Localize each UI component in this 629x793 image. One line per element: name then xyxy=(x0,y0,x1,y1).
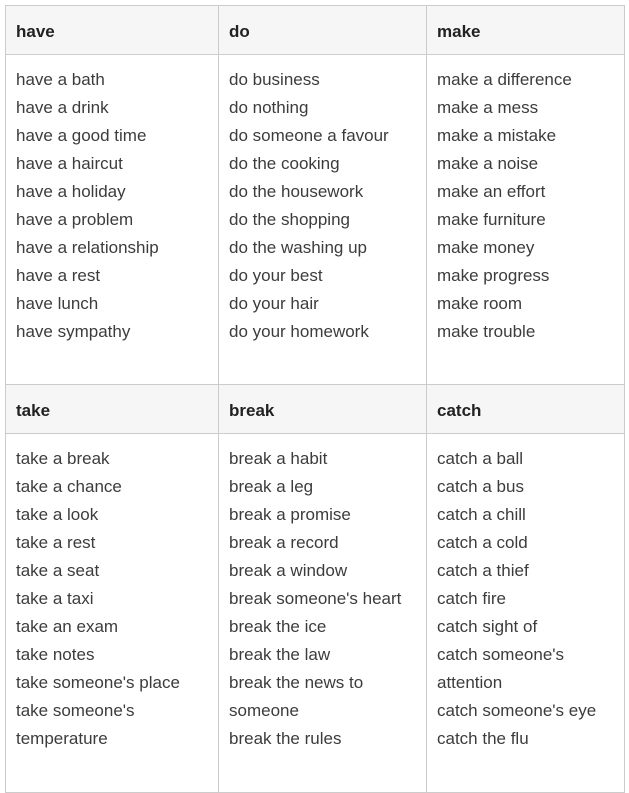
phrase-item: break a promise xyxy=(229,505,351,524)
phrase-item: make an effort xyxy=(437,182,546,201)
phrase-item: have a relationship xyxy=(16,238,159,257)
phrase-item: catch fire xyxy=(437,589,506,608)
phrase-item: break someone's heart xyxy=(229,589,402,608)
phrase-item: break a habit xyxy=(229,449,328,468)
phrase-item: take notes xyxy=(16,645,95,664)
phrase-item: do nothing xyxy=(229,98,309,117)
phrase-item: have a problem xyxy=(16,210,134,229)
column-header: do xyxy=(219,6,427,55)
phrase-item: temperature xyxy=(16,729,108,748)
column-header: make xyxy=(427,6,625,55)
phrase-item: break the rules xyxy=(229,729,342,748)
collocations-table xyxy=(5,5,625,793)
phrase-item: have a bath xyxy=(16,70,105,89)
phrase-item: have sympathy xyxy=(16,322,131,341)
phrase-item: attention xyxy=(437,673,503,692)
phrase-item: have a drink xyxy=(16,98,109,117)
phrase-list xyxy=(229,66,426,346)
phrase-item: catch a cold xyxy=(437,533,528,552)
phrase-list xyxy=(437,66,624,346)
phrase-item: break a window xyxy=(229,561,348,580)
phrase-item: do someone a favour xyxy=(229,126,389,145)
phrase-item: do business xyxy=(229,70,320,89)
phrase-item: make progress xyxy=(437,266,550,285)
phrase-cell xyxy=(427,55,625,385)
phrase-item: make furniture xyxy=(437,210,546,229)
phrase-item: take a break xyxy=(16,449,110,468)
phrase-item: make room xyxy=(437,294,523,313)
phrase-item: catch someone's eye xyxy=(437,701,597,720)
phrase-item: take a look xyxy=(16,505,99,524)
phrase-item: do the cooking xyxy=(229,154,340,173)
phrase-item: take a seat xyxy=(16,561,100,580)
phrase-cell xyxy=(6,55,219,385)
column-header: catch xyxy=(427,385,625,434)
phrase-item: do the washing up xyxy=(229,238,367,257)
phrase-cell xyxy=(6,434,219,793)
phrase-item: have a haircut xyxy=(16,154,123,173)
column-header: break xyxy=(219,385,427,434)
phrase-item: catch the flu xyxy=(437,729,529,748)
phrase-cell xyxy=(219,434,427,793)
phrase-item: take someone's place xyxy=(16,673,180,692)
phrase-cell xyxy=(427,434,625,793)
phrase-cell xyxy=(219,55,427,385)
phrase-item: take someone's xyxy=(16,701,135,720)
phrase-item: catch someone's xyxy=(437,645,565,664)
phrase-item: do the shopping xyxy=(229,210,350,229)
phrase-item: make a mess xyxy=(437,98,539,117)
column-header: take xyxy=(6,385,219,434)
phrase-item: make a difference xyxy=(437,70,572,89)
phrase-item: do your best xyxy=(229,266,323,285)
phrase-list xyxy=(16,445,218,753)
phrase-item: break the law xyxy=(229,645,331,664)
body-row xyxy=(6,434,625,793)
phrase-item: catch a thief xyxy=(437,561,529,580)
phrase-item: do the housework xyxy=(229,182,364,201)
phrase-item: make money xyxy=(437,238,535,257)
phrase-item: have a holiday xyxy=(16,182,126,201)
phrase-item: someone xyxy=(229,701,299,720)
phrase-item: take a rest xyxy=(16,533,96,552)
phrase-item: take a taxi xyxy=(16,589,94,608)
phrase-item: have lunch xyxy=(16,294,99,313)
phrase-item: catch a ball xyxy=(437,449,523,468)
phrase-item: break a record xyxy=(229,533,339,552)
phrase-item: catch a bus xyxy=(437,477,524,496)
header-row xyxy=(6,385,625,434)
phrase-item: make a noise xyxy=(437,154,539,173)
body-row xyxy=(6,55,625,385)
phrase-item: have a good time xyxy=(16,126,147,145)
phrase-item: take a chance xyxy=(16,477,122,496)
phrase-list xyxy=(229,445,426,753)
phrase-item: make a mistake xyxy=(437,126,557,145)
header-row xyxy=(6,6,625,55)
phrase-item: catch a chill xyxy=(437,505,526,524)
phrase-item: break a leg xyxy=(229,477,314,496)
phrase-item: have a rest xyxy=(16,266,101,285)
phrase-item: do your homework xyxy=(229,322,369,341)
phrase-item: do your hair xyxy=(229,294,319,313)
phrase-item: break the news to xyxy=(229,673,364,692)
phrase-item: take an exam xyxy=(16,617,119,636)
phrase-item: make trouble xyxy=(437,322,536,341)
phrase-list xyxy=(16,66,218,346)
column-header: have xyxy=(6,6,219,55)
phrase-item: break the ice xyxy=(229,617,327,636)
phrase-item: catch sight of xyxy=(437,617,538,636)
phrase-list xyxy=(437,445,624,753)
